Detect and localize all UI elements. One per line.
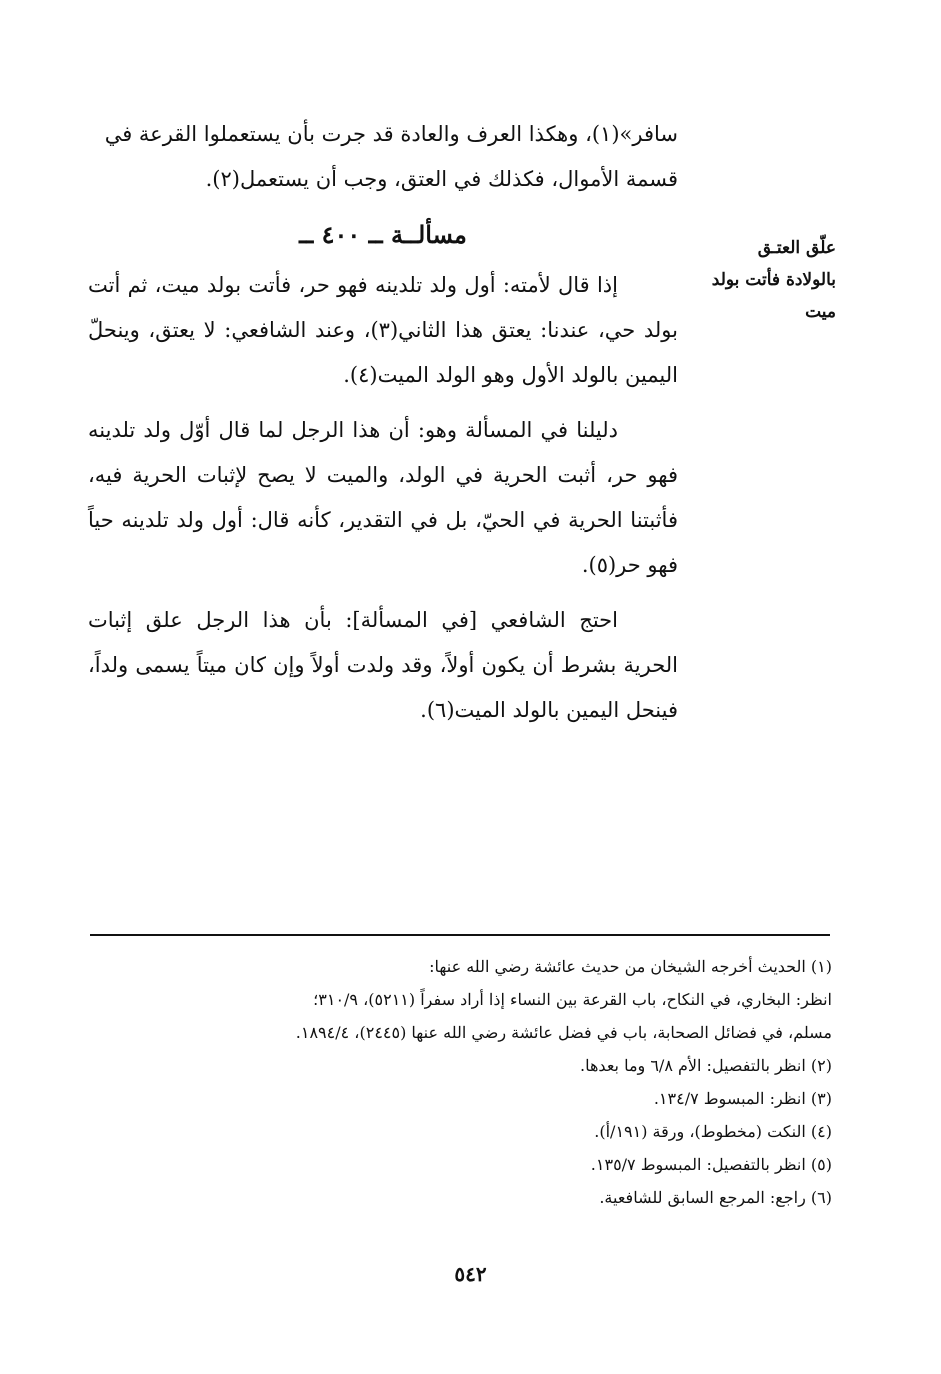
footnote-divider <box>90 934 830 936</box>
footnotes <box>90 950 832 1214</box>
intro-line-2: قسمة الأموال، فكذلك في العتق، وجب أن يستعمل(٢). <box>205 167 678 191</box>
issue-paragraph-2: دليلنا في المسألة وهو: أن هذا الرجل لما قال أوّل ولد تلدينه فهو حر، أثبت الحرية في الولد، والميت لا يصح لإثبات الحرية فيه، فأثبتنا الحرية في الحيّ، بل في التقدير، كأنه قال: أول ولد تلدينه حياً فهو حر(٥). <box>88 418 678 577</box>
footnote-1-line-1: (١) الحديث أخرجه الشيخان من حديث عائشة رضي الله عنها: <box>429 957 832 976</box>
intro-line-1: سافر»(١)، وهكذا العرف والعادة قد جرت بأن يستعملوا القرعة في <box>104 122 678 146</box>
footnote-5: (٥) انظر بالتفصيل: المبسوط ١٣٥/٧. <box>590 1155 832 1174</box>
footnote-1-line-2: انظر: البخاري، في النكاح، باب القرعة بين النساء إذا أراد سفراً (٥٢١١)، ٣١٠/٩؛ <box>313 990 832 1009</box>
margin-note-line-3: ميت <box>805 302 836 322</box>
footnote-4: (٤) النكت (مخطوط)، ورقة (١٩١/أ). <box>594 1122 832 1141</box>
footnote-6: (٦) راجع: المرجع السابق للشافعية. <box>599 1188 832 1207</box>
page-number: ٥٤٢ <box>454 1262 487 1286</box>
issue-paragraph-3: احتج الشافعي [في المسألة]: بأن هذا الرجل علق إثبات الحرية بشرط أن يكون أولاً، وقد ولدت أولاً وإن كان ميتاً يسمى ولداً، فينحل اليمين بالولد الميت(٦). <box>88 608 678 722</box>
margin-note-line-1: علّق العتـق <box>757 238 836 258</box>
margin-note <box>696 232 836 328</box>
footnote-2: (٢) انظر بالتفصيل: الأم ٦/٨ وما بعدها. <box>580 1056 832 1075</box>
footnote-1-line-3: مسلم، في فضائل الصحابة، باب في فضل عائشة رضي الله عنها (٢٤٤٥)، ١٨٩٤/٤. <box>295 1023 832 1042</box>
footnote-3: (٣) انظر: المبسوط ١٣٤/٧. <box>653 1089 832 1108</box>
margin-note-line-2: بالولادة فأتت بولد <box>711 270 836 290</box>
intro-paragraph <box>88 112 678 202</box>
issue-paragraph-1: إذا قال لأمته: أول ولد تلدينه فهو حر، فأتت بولد ميت، ثم أتت بولد حي، عندنا: يعتق هذا الثاني(٣)، وعند الشافعي: لا يعتق، وينحلّ اليمين بالولد الأول وهو الولد الميت(٤). <box>88 273 678 387</box>
issue-heading: مسألــة ــ ٤٠٠ ــ <box>299 220 467 249</box>
main-text <box>88 112 678 743</box>
